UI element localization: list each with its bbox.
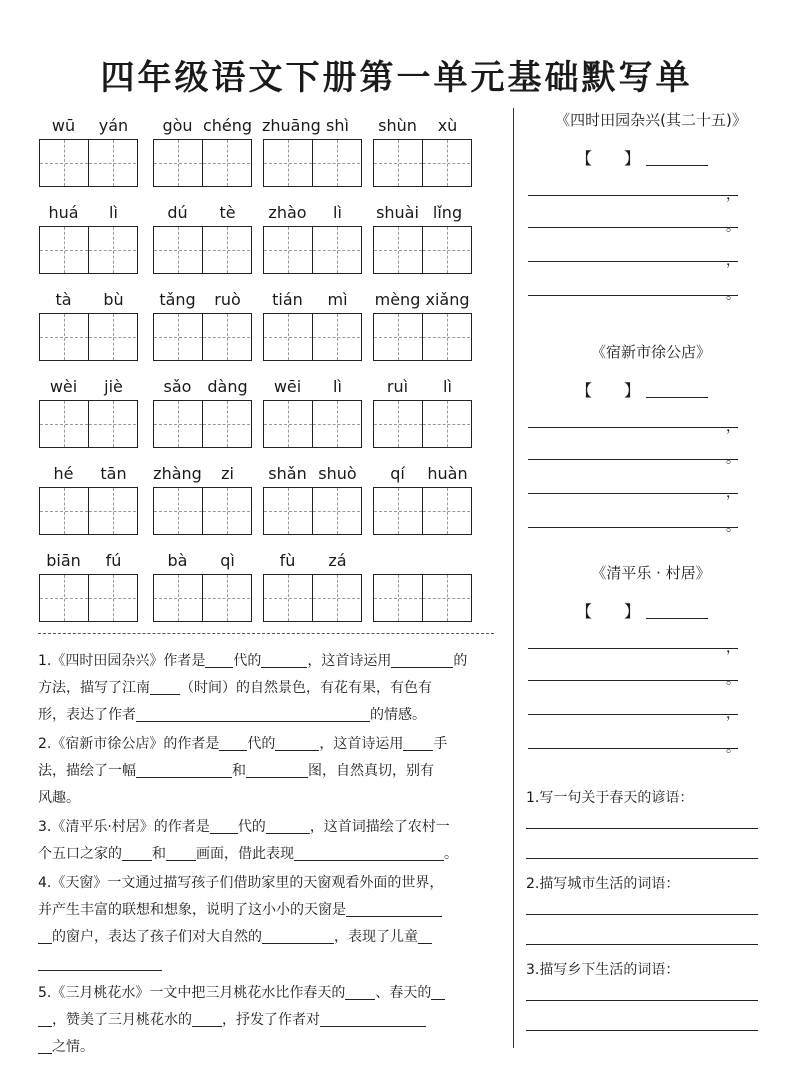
pinyin-label: lì — [333, 203, 342, 222]
q4-text-b: 并产生丰富的联想和想象，说明了这小小的天窗是 — [38, 902, 346, 918]
tianzige-pair — [153, 400, 252, 448]
author-brackets[interactable]: 【 】 — [576, 149, 641, 168]
tianzige-box[interactable] — [312, 314, 360, 360]
tianzige-box[interactable] — [88, 401, 136, 447]
tianzige-pair — [153, 226, 252, 274]
pinyin-label: mèng — [374, 290, 421, 309]
question-5 — [38, 980, 504, 1061]
pinyin-section — [38, 108, 508, 630]
pinyin-label: shùn — [378, 116, 417, 135]
tianzige-pair — [263, 400, 362, 448]
vocab-answer-line[interactable] — [526, 858, 758, 859]
poem-line-punctuation: ， — [726, 253, 740, 269]
tianzige-pair — [263, 487, 362, 535]
pinyin-label: gòu — [162, 116, 193, 135]
poem-line-blank[interactable] — [528, 294, 738, 296]
tianzige-box[interactable] — [88, 314, 136, 360]
pinyin-label: tián — [272, 290, 303, 309]
vocab-answer-line[interactable] — [526, 914, 758, 915]
tianzige-pair — [39, 226, 138, 274]
poem-title: 《四时田园杂兴(其二十五)》 — [555, 111, 747, 129]
tianzige-box[interactable] — [202, 488, 250, 534]
author-blank[interactable] — [646, 151, 708, 166]
pinyin-label: wū — [51, 116, 76, 135]
tianzige-box[interactable] — [422, 575, 470, 621]
tianzige-pair — [153, 139, 252, 187]
tianzige-box[interactable] — [40, 488, 88, 534]
q5-text-a: 5.《三月桃花水》一文中把三月桃花水比作春天的 — [38, 985, 346, 1001]
vocab-task — [526, 960, 762, 980]
pinyin-label: yán — [98, 116, 129, 135]
pinyin-label: bà — [167, 551, 188, 570]
q2-text-f: 和 — [232, 763, 246, 779]
tianzige-box[interactable] — [264, 488, 312, 534]
q2-blank-dynasty[interactable] — [219, 734, 247, 751]
tianzige-pair — [373, 139, 472, 187]
tianzige-box[interactable] — [374, 227, 422, 273]
poem-title: 《清平乐 · 村居》 — [591, 564, 711, 582]
tianzige-box[interactable] — [374, 140, 422, 186]
poem-line-blank[interactable] — [528, 426, 738, 428]
pinyin-label: wèi — [49, 377, 78, 396]
poem-line-punctuation: ， — [726, 706, 740, 722]
poem-line-punctuation: 。 — [726, 672, 740, 688]
q2-blank-method[interactable] — [403, 734, 433, 751]
pinyin-label: lì — [109, 203, 118, 222]
q2-text-g: 图，自然真切，别有 — [308, 763, 434, 779]
q4-blank-e[interactable] — [38, 954, 162, 971]
tianzige-box[interactable] — [40, 575, 88, 621]
q2-blank-scene-b[interactable] — [246, 761, 308, 778]
q5-blank-e[interactable] — [320, 1010, 426, 1027]
pinyin-label: tè — [219, 203, 236, 222]
pinyin-label: chéng — [202, 116, 253, 135]
pinyin-row — [38, 543, 508, 630]
tianzige-box[interactable] — [202, 227, 250, 273]
q4-text-d: ，表现了儿童 — [334, 929, 418, 945]
tianzige-box[interactable] — [154, 488, 202, 534]
poem-title: 《宿新市徐公店》 — [590, 343, 711, 361]
tianzige-box[interactable] — [154, 401, 202, 447]
pinyin-label: dú — [167, 203, 188, 222]
pinyin-label: hé — [53, 464, 74, 483]
pinyin-label: fù — [279, 551, 296, 570]
tianzige-pair — [373, 400, 472, 448]
page-title: 四年级语文下册第一单元基础默写单 — [100, 58, 693, 98]
pinyin-row — [38, 369, 508, 456]
q2-text-b: 代的 — [247, 736, 276, 752]
poem-line-punctuation: ， — [726, 419, 740, 435]
tianzige-box[interactable] — [40, 401, 88, 447]
poem-line-blank[interactable] — [528, 647, 738, 649]
pinyin-label: biān — [46, 551, 81, 570]
q5-blank-c[interactable] — [38, 1010, 52, 1027]
tianzige-pair — [373, 487, 472, 535]
q1-text-g: 形，表达了作者 — [38, 707, 136, 723]
tianzige-box[interactable] — [422, 227, 470, 273]
q1-blank-author[interactable] — [261, 651, 307, 668]
tianzige-box[interactable] — [40, 227, 88, 273]
q1-blank-feeling[interactable] — [136, 705, 370, 722]
q1-text-a: 1.《四时田园杂兴》作者是 — [38, 653, 206, 669]
poem-line-punctuation: ， — [726, 485, 740, 501]
poem-line-blank[interactable] — [528, 260, 738, 262]
q4-text-c: 的窗户，表达了孩子们对大自然的 — [52, 929, 262, 945]
tianzige-pair — [263, 574, 362, 622]
author-line — [576, 146, 708, 169]
q2-text-d: 手 — [433, 736, 448, 752]
tianzige-box[interactable] — [374, 314, 422, 360]
author-brackets[interactable]: 【 】 — [576, 381, 641, 400]
author-brackets[interactable]: 【 】 — [576, 602, 641, 621]
question-1 — [38, 648, 504, 729]
q1-blank-method[interactable] — [391, 651, 453, 668]
tianzige-pair — [39, 574, 138, 622]
tianzige-box[interactable] — [202, 314, 250, 360]
tianzige-box[interactable] — [312, 575, 360, 621]
pinyin-label: tān — [100, 464, 127, 483]
tianzige-box[interactable] — [264, 140, 312, 186]
poem-block — [520, 108, 782, 303]
tianzige-box[interactable] — [202, 401, 250, 447]
pinyin-label: tà — [55, 290, 72, 309]
q2-blank-author[interactable] — [275, 734, 319, 751]
q1-blank-dynasty[interactable] — [205, 651, 233, 668]
q3-text-c: ，这首词描绘了农村一 — [309, 819, 450, 835]
tianzige-pair — [263, 139, 362, 187]
pinyin-label: jiè — [104, 377, 123, 396]
tianzige-box[interactable] — [88, 488, 136, 534]
q1-text-d: 的 — [453, 653, 468, 669]
poem-line-punctuation: ， — [726, 187, 740, 203]
tianzige-box[interactable] — [312, 488, 360, 534]
pinyin-label: huàn — [427, 464, 468, 483]
pinyin-label: qì — [220, 551, 235, 570]
q3-blank-dynasty[interactable] — [210, 817, 238, 834]
q1-text-f: （时间）的自然景色，有花有果，有色有 — [180, 680, 432, 696]
q3-text-f: 画面，借此表现 — [196, 846, 294, 862]
q1-text-b: 代的 — [233, 653, 262, 669]
pinyin-label: huá — [48, 203, 79, 222]
vocab-answer-line[interactable] — [526, 944, 758, 945]
pinyin-row — [38, 456, 508, 543]
pinyin-label: ruò — [214, 290, 241, 309]
q5-blank-b[interactable] — [431, 983, 445, 1000]
tianzige-box[interactable] — [422, 488, 470, 534]
q5-blank-f[interactable] — [38, 1037, 52, 1054]
pinyin-label: zhào — [268, 203, 307, 222]
vocab-task — [526, 874, 762, 894]
poem-line-blank[interactable] — [528, 713, 738, 715]
author-blank[interactable] — [646, 383, 708, 398]
questions-section — [38, 648, 504, 1061]
pinyin-label: xiǎng — [425, 290, 470, 309]
tianzige-box[interactable] — [422, 314, 470, 360]
q4-blank-b[interactable] — [38, 927, 52, 944]
tianzige-pair — [373, 226, 472, 274]
tianzige-pair — [373, 313, 472, 361]
q4-blank-c[interactable] — [262, 927, 334, 944]
pinyin-label: sǎo — [163, 377, 192, 396]
q3-text-b: 代的 — [237, 819, 266, 835]
pinyin-label: zi — [221, 464, 234, 483]
tianzige-box[interactable] — [88, 575, 136, 621]
pinyin-label: lì — [443, 377, 452, 396]
tianzige-box[interactable] — [422, 140, 470, 186]
poem-line-blank[interactable] — [528, 194, 738, 196]
tianzige-box[interactable] — [88, 227, 136, 273]
vocab-task — [526, 788, 762, 808]
q2-text-h: 风趣。 — [38, 790, 80, 806]
tianzige-box[interactable] — [40, 314, 88, 360]
poem-line-blank[interactable] — [528, 492, 738, 494]
q3-blank-a[interactable] — [122, 844, 152, 861]
q1-text-h: 的情感。 — [370, 707, 426, 723]
tianzige-pair — [263, 226, 362, 274]
tianzige-pair — [373, 574, 472, 622]
tianzige-box[interactable] — [264, 314, 312, 360]
pinyin-label: ruì — [386, 377, 409, 396]
q4-text-a: 4.《天窗》一文通过描写孩子们借助家里的天窗观看外面的世界， — [38, 875, 444, 891]
tianzige-pair — [39, 313, 138, 361]
q3-blank-author[interactable] — [266, 817, 310, 834]
section-divider — [38, 633, 494, 634]
poem-line-punctuation: 。 — [726, 519, 740, 535]
pinyin-label: lì — [333, 377, 342, 396]
q2-text-e: 法，描绘了一幅 — [38, 763, 136, 779]
pinyin-row — [38, 108, 508, 195]
author-blank[interactable] — [646, 604, 708, 619]
tianzige-pair — [153, 487, 252, 535]
tianzige-box[interactable] — [154, 575, 202, 621]
q5-blank-d[interactable] — [192, 1010, 222, 1027]
poem-block — [520, 561, 782, 756]
q5-text-b: 、春天的 — [375, 985, 432, 1001]
pinyin-label: shǎn — [268, 464, 307, 483]
tianzige-pair — [153, 574, 252, 622]
tianzige-pair — [39, 139, 138, 187]
tianzige-box[interactable] — [264, 227, 312, 273]
tianzige-box[interactable] — [154, 314, 202, 360]
poem-line-blank[interactable] — [528, 747, 738, 749]
tianzige-box[interactable] — [312, 227, 360, 273]
pinyin-label: shuò — [318, 464, 357, 483]
q3-text-g: 。 — [444, 846, 458, 862]
tianzige-box[interactable] — [202, 140, 250, 186]
pinyin-label: qí — [390, 464, 405, 483]
tianzige-pair — [39, 487, 138, 535]
q3-blank-c[interactable] — [294, 844, 444, 861]
q5-text-e: 之情。 — [52, 1039, 94, 1055]
q3-text-e: 和 — [152, 846, 166, 862]
tianzige-box[interactable] — [88, 140, 136, 186]
q3-text-a: 3.《清平乐·村居》的作者是 — [38, 819, 210, 835]
tianzige-box[interactable] — [264, 575, 312, 621]
q5-text-d: ，抒发了作者对 — [222, 1012, 320, 1028]
poem-line-punctuation: 。 — [726, 740, 740, 756]
tianzige-box[interactable] — [374, 401, 422, 447]
poem-block — [520, 340, 782, 535]
question-4 — [38, 870, 504, 978]
poem-line-blank[interactable] — [528, 458, 738, 460]
pinyin-row — [38, 282, 508, 369]
poem-line-punctuation: 。 — [726, 451, 740, 467]
vocab-answer-line[interactable] — [526, 1030, 758, 1031]
q2-blank-scene-a[interactable] — [136, 761, 232, 778]
author-line — [576, 378, 708, 401]
pinyin-label: lǐng — [432, 203, 463, 222]
tianzige-box[interactable] — [40, 140, 88, 186]
poem-line-blank[interactable] — [528, 226, 738, 228]
q1-blank-time[interactable] — [150, 678, 180, 695]
pinyin-label: zhàng — [153, 464, 202, 483]
tianzige-box[interactable] — [154, 227, 202, 273]
pinyin-label: bù — [103, 290, 124, 309]
q1-text-e: 方法，描写了江南 — [38, 680, 150, 696]
q5-blank-a[interactable] — [345, 983, 375, 1000]
pinyin-label: zá — [328, 551, 347, 570]
tianzige-box[interactable] — [264, 401, 312, 447]
question-3 — [38, 814, 504, 868]
tianzige-pair — [153, 313, 252, 361]
question-2 — [38, 731, 504, 812]
poem-line-blank[interactable] — [528, 526, 738, 528]
pinyin-label: shì — [326, 116, 349, 135]
pinyin-label: fú — [105, 551, 122, 570]
poem-line-punctuation: 。 — [726, 287, 740, 303]
q1-text-c: ，这首诗运用 — [307, 653, 392, 669]
pinyin-row — [38, 195, 508, 282]
pinyin-label: mì — [327, 290, 348, 309]
tianzige-box[interactable] — [312, 140, 360, 186]
poem-line-blank[interactable] — [528, 679, 738, 681]
q5-text-c: ，赞美了三月桃花水的 — [52, 1012, 192, 1028]
pinyin-label: dàng — [207, 377, 248, 396]
tianzige-box[interactable] — [202, 575, 250, 621]
poem-line-punctuation: ， — [726, 640, 740, 656]
tianzige-box[interactable] — [154, 140, 202, 186]
pinyin-label: wēi — [273, 377, 302, 396]
q4-blank-a[interactable] — [346, 900, 442, 917]
tianzige-box[interactable] — [422, 401, 470, 447]
tianzige-box[interactable] — [312, 401, 360, 447]
author-line — [576, 599, 708, 622]
tianzige-box[interactable] — [374, 575, 422, 621]
vocab-task-label: 1.写一句关于春天的谚语： — [526, 790, 694, 806]
vocab-answer-line[interactable] — [526, 1000, 758, 1001]
q2-text-a: 2.《宿新市徐公店》的作者是 — [38, 736, 220, 752]
q2-text-c: ，这首诗运用 — [319, 736, 404, 752]
q4-blank-d[interactable] — [418, 927, 432, 944]
q3-blank-b[interactable] — [166, 844, 196, 861]
q3-text-d: 个五口之家的 — [38, 846, 122, 862]
pinyin-label: zhuāng — [262, 116, 321, 135]
tianzige-pair — [263, 313, 362, 361]
pinyin-label: xù — [437, 116, 458, 135]
poem-line-punctuation: 。 — [726, 219, 740, 235]
pinyin-label: tǎng — [159, 290, 196, 309]
vocab-task-label: 3.描写乡下生活的词语： — [526, 962, 680, 978]
column-divider — [513, 108, 514, 1048]
vocab-answer-line[interactable] — [526, 828, 758, 829]
tianzige-box[interactable] — [374, 488, 422, 534]
vocab-task-label: 2.描写城市生活的词语： — [526, 876, 680, 892]
tianzige-pair — [39, 400, 138, 448]
pinyin-label: shuài — [376, 203, 419, 222]
